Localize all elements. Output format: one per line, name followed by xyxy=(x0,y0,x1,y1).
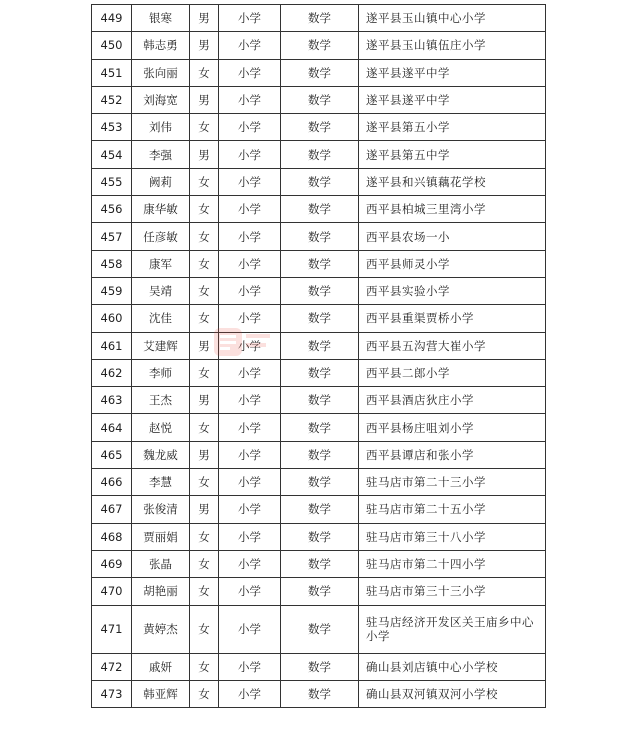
cell-number: 455 xyxy=(92,168,132,195)
cell-number: 468 xyxy=(92,523,132,550)
cell-name: 赵悦 xyxy=(132,414,190,441)
table-body xyxy=(92,5,546,708)
cell-number: 465 xyxy=(92,441,132,468)
cell-name: 胡艳丽 xyxy=(132,578,190,605)
cell-gender: 男 xyxy=(190,332,219,359)
cell-gender: 女 xyxy=(190,250,219,277)
cell-gender: 女 xyxy=(190,605,219,653)
cell-name: 刘海宽 xyxy=(132,86,190,113)
cell-subject: 数学 xyxy=(281,578,359,605)
table-row xyxy=(92,277,546,304)
cell-name: 李师 xyxy=(132,359,190,386)
cell-school-name: 西平县师灵小学 xyxy=(359,250,546,277)
table-row xyxy=(92,523,546,550)
table-row xyxy=(92,5,546,32)
cell-name: 魏龙威 xyxy=(132,441,190,468)
cell-subject: 数学 xyxy=(281,277,359,304)
cell-school-name: 驻马店市第二十四小学 xyxy=(359,550,546,577)
cell-gender: 女 xyxy=(190,469,219,496)
cell-name: 贾丽娟 xyxy=(132,523,190,550)
table-row xyxy=(92,414,546,441)
cell-name: 阙莉 xyxy=(132,168,190,195)
cell-school-stage: 小学 xyxy=(219,59,281,86)
cell-subject: 数学 xyxy=(281,196,359,223)
cell-name: 银寒 xyxy=(132,5,190,32)
cell-gender: 男 xyxy=(190,387,219,414)
cell-school-name: 西平县重渠贾桥小学 xyxy=(359,305,546,332)
cell-number: 464 xyxy=(92,414,132,441)
cell-subject: 数学 xyxy=(281,5,359,32)
cell-name: 任彦敏 xyxy=(132,223,190,250)
cell-number: 460 xyxy=(92,305,132,332)
cell-school-stage: 小学 xyxy=(219,653,281,680)
cell-school-stage: 小学 xyxy=(219,168,281,195)
cell-school-stage: 小学 xyxy=(219,305,281,332)
cell-gender: 男 xyxy=(190,496,219,523)
cell-name: 黄婷杰 xyxy=(132,605,190,653)
cell-school-name: 驻马店市第二十三小学 xyxy=(359,469,546,496)
cell-subject: 数学 xyxy=(281,653,359,680)
cell-school-stage: 小学 xyxy=(219,32,281,59)
cell-school-name: 遂平县和兴镇藕花学校 xyxy=(359,168,546,195)
cell-name: 戚妍 xyxy=(132,653,190,680)
cell-subject: 数学 xyxy=(281,305,359,332)
cell-subject: 数学 xyxy=(281,250,359,277)
cell-school-name: 西平县五沟营大崔小学 xyxy=(359,332,546,359)
table-row xyxy=(92,680,546,707)
cell-gender: 男 xyxy=(190,86,219,113)
cell-subject: 数学 xyxy=(281,387,359,414)
cell-number: 466 xyxy=(92,469,132,496)
table-row xyxy=(92,86,546,113)
table-row xyxy=(92,578,546,605)
cell-school-name: 西平县农场一小 xyxy=(359,223,546,250)
cell-school-name: 确山县刘店镇中心小学校 xyxy=(359,653,546,680)
cell-school-stage: 小学 xyxy=(219,114,281,141)
table-row xyxy=(92,168,546,195)
cell-number: 471 xyxy=(92,605,132,653)
cell-number: 473 xyxy=(92,680,132,707)
cell-school-name: 遂平县玉山镇中心小学 xyxy=(359,5,546,32)
cell-school-stage: 小学 xyxy=(219,141,281,168)
cell-school-stage: 小学 xyxy=(219,387,281,414)
cell-school-name: 驻马店市第三十三小学 xyxy=(359,578,546,605)
cell-gender: 男 xyxy=(190,141,219,168)
cell-school-stage: 小学 xyxy=(219,86,281,113)
cell-gender: 女 xyxy=(190,523,219,550)
cell-number: 449 xyxy=(92,5,132,32)
cell-gender: 女 xyxy=(190,168,219,195)
cell-school-name: 西平县酒店狄庄小学 xyxy=(359,387,546,414)
cell-name: 韩志勇 xyxy=(132,32,190,59)
table-row xyxy=(92,59,546,86)
cell-school-stage: 小学 xyxy=(219,550,281,577)
table-row xyxy=(92,141,546,168)
table-row xyxy=(92,223,546,250)
cell-school-name: 驻马店经济开发区关王庙乡中心小学 xyxy=(359,605,546,653)
table-row xyxy=(92,441,546,468)
cell-name: 韩亚辉 xyxy=(132,680,190,707)
cell-gender: 女 xyxy=(190,196,219,223)
cell-number: 461 xyxy=(92,332,132,359)
cell-number: 452 xyxy=(92,86,132,113)
cell-name: 康军 xyxy=(132,250,190,277)
cell-school-stage: 小学 xyxy=(219,469,281,496)
cell-subject: 数学 xyxy=(281,114,359,141)
cell-gender: 男 xyxy=(190,32,219,59)
cell-number: 450 xyxy=(92,32,132,59)
cell-subject: 数学 xyxy=(281,550,359,577)
cell-name: 沈佳 xyxy=(132,305,190,332)
table-row xyxy=(92,32,546,59)
cell-subject: 数学 xyxy=(281,86,359,113)
cell-gender: 女 xyxy=(190,414,219,441)
cell-gender: 女 xyxy=(190,277,219,304)
cell-school-name: 西平县柏城三里湾小学 xyxy=(359,196,546,223)
cell-subject: 数学 xyxy=(281,332,359,359)
cell-subject: 数学 xyxy=(281,441,359,468)
cell-school-name: 确山县双河镇双河小学校 xyxy=(359,680,546,707)
cell-number: 458 xyxy=(92,250,132,277)
cell-school-stage: 小学 xyxy=(219,680,281,707)
cell-school-stage: 小学 xyxy=(219,196,281,223)
cell-school-name: 遂平县第五中学 xyxy=(359,141,546,168)
cell-name: 康华敏 xyxy=(132,196,190,223)
cell-name: 刘伟 xyxy=(132,114,190,141)
cell-school-stage: 小学 xyxy=(219,359,281,386)
table-row xyxy=(92,387,546,414)
cell-gender: 女 xyxy=(190,578,219,605)
table-row xyxy=(92,605,546,653)
table-row xyxy=(92,305,546,332)
table-row xyxy=(92,653,546,680)
cell-number: 459 xyxy=(92,277,132,304)
cell-number: 451 xyxy=(92,59,132,86)
table-row xyxy=(92,196,546,223)
cell-subject: 数学 xyxy=(281,469,359,496)
cell-gender: 女 xyxy=(190,653,219,680)
cell-school-stage: 小学 xyxy=(219,414,281,441)
cell-subject: 数学 xyxy=(281,59,359,86)
table-row xyxy=(92,469,546,496)
cell-school-stage: 小学 xyxy=(219,277,281,304)
cell-name: 王杰 xyxy=(132,387,190,414)
table-row xyxy=(92,496,546,523)
cell-subject: 数学 xyxy=(281,223,359,250)
cell-subject: 数学 xyxy=(281,141,359,168)
cell-subject: 数学 xyxy=(281,168,359,195)
cell-school-name: 西平县二郎小学 xyxy=(359,359,546,386)
table-row xyxy=(92,550,546,577)
cell-name: 李慧 xyxy=(132,469,190,496)
cell-school-name: 遂平县遂平中学 xyxy=(359,59,546,86)
cell-subject: 数学 xyxy=(281,32,359,59)
cell-school-name: 西平县实验小学 xyxy=(359,277,546,304)
cell-school-name: 遂平县玉山镇伍庄小学 xyxy=(359,32,546,59)
cell-subject: 数学 xyxy=(281,680,359,707)
cell-school-name: 遂平县遂平中学 xyxy=(359,86,546,113)
cell-school-stage: 小学 xyxy=(219,332,281,359)
cell-name: 吴靖 xyxy=(132,277,190,304)
cell-name: 艾建辉 xyxy=(132,332,190,359)
cell-number: 457 xyxy=(92,223,132,250)
table-row xyxy=(92,250,546,277)
cell-number: 454 xyxy=(92,141,132,168)
cell-name: 张晶 xyxy=(132,550,190,577)
cell-school-stage: 小学 xyxy=(219,578,281,605)
cell-number: 467 xyxy=(92,496,132,523)
cell-gender: 女 xyxy=(190,680,219,707)
cell-number: 463 xyxy=(92,387,132,414)
cell-gender: 女 xyxy=(190,223,219,250)
cell-school-stage: 小学 xyxy=(219,250,281,277)
cell-school-name: 西平县杨庄咀刘小学 xyxy=(359,414,546,441)
cell-school-name: 驻马店市第二十五小学 xyxy=(359,496,546,523)
cell-subject: 数学 xyxy=(281,359,359,386)
cell-gender: 女 xyxy=(190,359,219,386)
cell-name: 张俊清 xyxy=(132,496,190,523)
cell-school-name: 驻马店市第三十八小学 xyxy=(359,523,546,550)
cell-gender: 女 xyxy=(190,114,219,141)
cell-number: 472 xyxy=(92,653,132,680)
cell-gender: 男 xyxy=(190,441,219,468)
cell-name: 张向丽 xyxy=(132,59,190,86)
cell-number: 453 xyxy=(92,114,132,141)
cell-number: 456 xyxy=(92,196,132,223)
cell-school-name: 遂平县第五小学 xyxy=(359,114,546,141)
table-row xyxy=(92,114,546,141)
cell-number: 469 xyxy=(92,550,132,577)
cell-school-stage: 小学 xyxy=(219,605,281,653)
cell-school-stage: 小学 xyxy=(219,441,281,468)
table-row xyxy=(92,332,546,359)
cell-school-stage: 小学 xyxy=(219,5,281,32)
cell-school-stage: 小学 xyxy=(219,523,281,550)
cell-gender: 女 xyxy=(190,550,219,577)
cell-number: 470 xyxy=(92,578,132,605)
cell-school-stage: 小学 xyxy=(219,496,281,523)
cell-gender: 女 xyxy=(190,59,219,86)
teacher-roster-table xyxy=(91,4,546,708)
cell-school-name: 西平县谭店和张小学 xyxy=(359,441,546,468)
cell-subject: 数学 xyxy=(281,414,359,441)
cell-subject: 数学 xyxy=(281,605,359,653)
cell-subject: 数学 xyxy=(281,523,359,550)
cell-gender: 女 xyxy=(190,305,219,332)
cell-school-stage: 小学 xyxy=(219,223,281,250)
table-row xyxy=(92,359,546,386)
cell-number: 462 xyxy=(92,359,132,386)
cell-gender: 男 xyxy=(190,5,219,32)
cell-name: 李强 xyxy=(132,141,190,168)
cell-subject: 数学 xyxy=(281,496,359,523)
